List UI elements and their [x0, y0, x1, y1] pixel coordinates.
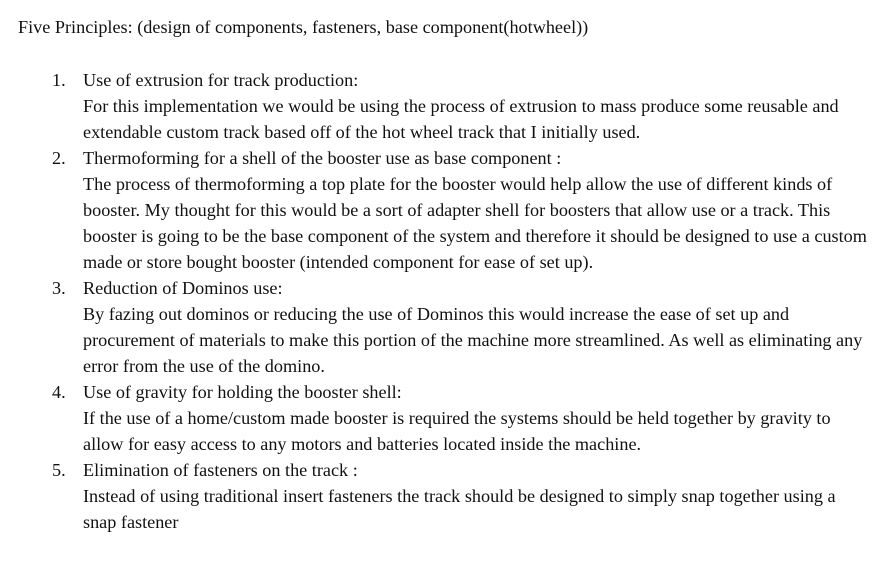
- principle-number: 5.: [52, 460, 66, 480]
- principle-item-1: [0, 67, 893, 145]
- principle-body: By fazing out dominos or reducing the use of Dominos this would increase the ease of set up and procurement of materials to make this portion of the machine more streamlined. As well as eliminating any error from the use of the domino.: [83, 304, 863, 376]
- principle-heading: Use of extrusion for track production:: [83, 70, 359, 90]
- principle-heading: Use of gravity for holding the booster shell:: [83, 382, 402, 402]
- principle-heading: Reduction of Dominos use:: [83, 278, 283, 298]
- principle-number: 2.: [52, 148, 66, 168]
- principle-body: If the use of a home/custom made booster is required the systems should be held together by gravity to allow for easy access to any motors and batteries located inside the machine.: [83, 408, 831, 454]
- principle-number: 3.: [52, 278, 66, 298]
- principle-body: For this implementation we would be using the process of extrusion to mass produce some reusable and extendable custom track based off of the hot wheel track that I initially used.: [83, 96, 839, 142]
- principles-list: [0, 67, 893, 535]
- principle-number: 1.: [52, 70, 66, 90]
- principle-heading: Thermoforming for a shell of the booster use as base component :: [83, 148, 562, 168]
- principle-item-5: [0, 457, 893, 535]
- principle-heading: Elimination of fasteners on the track :: [83, 460, 358, 480]
- principle-body: The process of thermoforming a top plate for the booster would help allow the use of different kinds of booster. My thought for this would be a sort of adapter shell for boosters that allow use or a track. This booster is going to be the base component of the system and therefore it should be designed to use a custom made or store bought booster (intended component for ease of set up).: [83, 174, 867, 272]
- principle-number: 4.: [52, 382, 66, 402]
- principle-item-4: [0, 379, 893, 457]
- principle-item-3: [0, 275, 893, 379]
- principle-body: Instead of using traditional insert fasteners the track should be designed to simply snap together using a snap fastener: [83, 486, 836, 532]
- document-title: Five Principles: (design of components, fasteners, base component(hotwheel)): [18, 17, 589, 37]
- principle-item-2: [0, 145, 893, 275]
